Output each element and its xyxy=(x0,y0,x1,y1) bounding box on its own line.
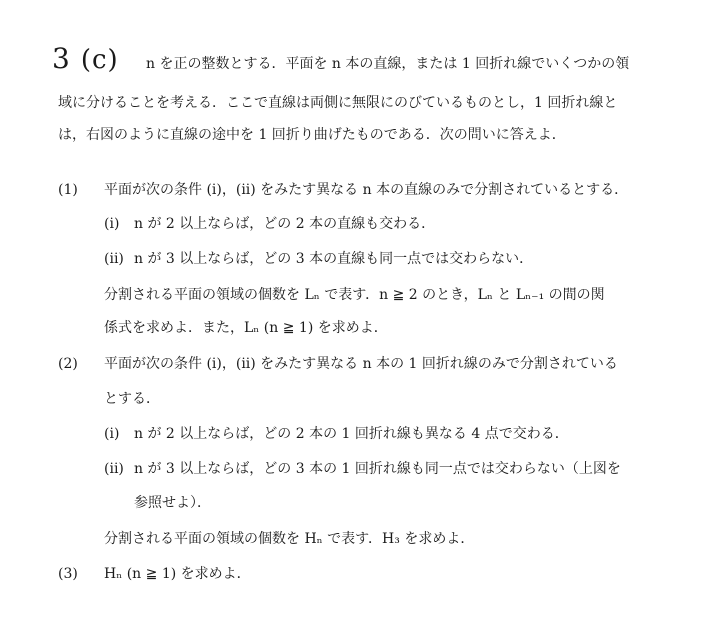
q1-tail-1: 分割される平面の領域の個数を Lₙ で表す．n ≧ 2 のとき，Lₙ と Lₙ₋₁ の間の関 xyxy=(104,287,605,303)
q2-condition-2-label: (ii) xyxy=(104,461,124,477)
intro-line-1: n を正の整数とする．平面を n 本の直線，または 1 回折れ線でいくつかの領 xyxy=(146,56,630,72)
q2-lead-2: とする． xyxy=(104,391,160,407)
q1-condition-1-label: (i) xyxy=(104,216,120,232)
q1-condition-2-label: (ii) xyxy=(104,251,124,267)
q2-lead-1: 平面が次の条件 (i)，(ii) をみたす異なる n 本の 1 回折れ線のみで分割されている xyxy=(104,356,618,372)
problem-number: 3 (c) xyxy=(52,42,119,75)
intro-line-3: は，右図のように直線の途中を 1 回折り曲げたものである．次の問いに答えよ． xyxy=(58,127,566,143)
q2-tail: 分割される平面の領域の個数を Hₙ で表す．H₃ を求めよ． xyxy=(104,531,475,547)
q3-label: (3) xyxy=(58,566,78,582)
q1-tail-2: 係式を求めよ．また，Lₙ (n ≧ 1) を求めよ． xyxy=(104,320,388,336)
q1-lead: 平面が次の条件 (i)，(ii) をみたす異なる n 本の直線のみで分割されているとする． xyxy=(104,182,629,198)
q1-condition-2: n が 3 以上ならば，どの 3 本の直線も同一点では交わらない． xyxy=(134,251,534,267)
q3-text: Hₙ (n ≧ 1) を求めよ． xyxy=(104,566,251,582)
q1-label: (1) xyxy=(58,182,78,198)
q2-condition-1: n が 2 以上ならば，どの 2 本の 1 回折れ線も異なる 4 点で交わる． xyxy=(134,426,569,442)
q2-label: (2) xyxy=(58,356,78,372)
q2-condition-2-line-1: n が 3 以上ならば，どの 3 本の 1 回折れ線も同一点では交わらない（上図を xyxy=(134,461,621,477)
q2-condition-2-line-2: 参照せよ）． xyxy=(134,495,211,511)
intro-line-2: 域に分けることを考える．ここで直線は両側に無限にのびているものとし，1 回折れ線と xyxy=(58,95,618,111)
q2-condition-1-label: (i) xyxy=(104,426,120,442)
q1-condition-1: n が 2 以上ならば，どの 2 本の直線も交わる． xyxy=(134,216,436,232)
